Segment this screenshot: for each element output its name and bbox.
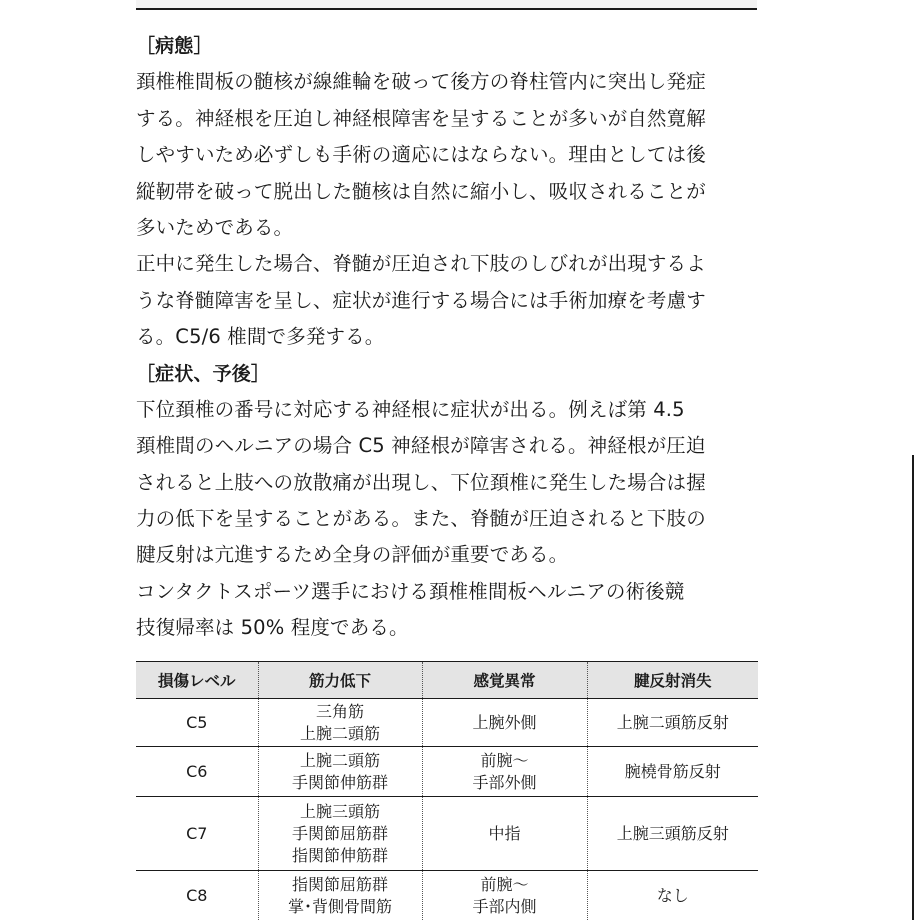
cell-level: C5	[136, 699, 258, 747]
cell-line: 上腕三頭筋	[299, 801, 380, 821]
cell-weakness	[258, 699, 422, 747]
cell-line: 前腕～	[480, 750, 529, 770]
cell-line: 手部内側	[472, 896, 537, 916]
cell-line: 手部外側	[472, 772, 537, 792]
adjacent-page-edge	[912, 455, 920, 920]
table-row	[136, 747, 758, 797]
table-row	[136, 699, 758, 747]
header-band	[136, 0, 757, 8]
cell-reflex	[587, 699, 758, 747]
header-reflex: 腱反射消失	[587, 662, 758, 699]
body-line: る。C5/6 椎間で多発する。	[136, 325, 385, 349]
cell-sensory	[422, 797, 587, 871]
body-line: 多いためである。	[136, 215, 294, 239]
header-weakness: 筋力低下	[258, 662, 422, 699]
article-body	[136, 28, 760, 647]
cell-line: 手関節伸筋群	[291, 772, 388, 792]
cell-reflex	[587, 871, 758, 920]
section-heading-symptoms-prognosis: ［症状、予後］	[136, 362, 271, 385]
body-line: 腱反射は亢進するため全身の評価が重要である。	[136, 543, 569, 567]
cell-level: C7	[136, 797, 258, 871]
table-header-row	[136, 662, 758, 699]
cell-line: 上腕二頭筋	[299, 723, 380, 743]
body-line: されると上肢への放散痛が出現し、下位頚椎に発生した場合は握	[136, 470, 706, 494]
cell-line: 指関節屈筋群	[291, 874, 388, 894]
cell-weakness	[258, 871, 422, 920]
cell-line: なし	[656, 885, 689, 905]
header-rule-line	[136, 8, 757, 10]
body-line: 縦靭帯を破って脱出した髄核は自然に縮小し、吸収されることが	[136, 179, 706, 203]
cell-line: 上腕三頭筋反射	[616, 823, 729, 843]
cell-sensory	[422, 871, 587, 920]
cell-line: 腕橈骨筋反射	[624, 761, 721, 781]
body-line: 力の低下を呈することがある。また、脊髄が圧迫されると下肢の	[136, 507, 706, 531]
cell-level: C8	[136, 871, 258, 920]
cell-sensory	[422, 747, 587, 797]
cell-line: 掌･背側骨間筋	[287, 896, 392, 916]
body-line: 頚椎間のヘルニアの場合 C5 神経根が障害される。神経根が圧迫	[136, 434, 706, 458]
body-line: 頚椎椎間板の髄核が線維輪を破って後方の脊柱管内に突出し発症	[136, 70, 706, 94]
cell-weakness	[258, 747, 422, 797]
body-line: 下位頚椎の番号に対応する神経根に症状が出る。例えば第 4.5	[136, 397, 685, 421]
cell-line: 三角筋	[315, 701, 364, 721]
body-line: コンタクトスポーツ選手における頚椎椎間板ヘルニアの術後競	[136, 579, 685, 603]
cell-line: 手関節屈筋群	[291, 823, 388, 843]
header-level: 損傷レベル	[136, 662, 258, 699]
body-line: うな脊髄障害を呈し、症状が進行する場合には手術加療を考慮す	[136, 288, 706, 312]
cell-weakness	[258, 797, 422, 871]
cell-line: 前腕～	[480, 874, 529, 894]
table-row	[136, 871, 758, 920]
table-row	[136, 797, 758, 871]
cell-line: 中指	[488, 823, 521, 843]
body-line: 正中に発生した場合、脊髄が圧迫され下肢のしびれが出現するよ	[136, 252, 706, 276]
cell-line: 上腕二頭筋反射	[616, 712, 729, 732]
cell-line: 上腕外側	[472, 712, 537, 732]
nerve-root-symptom-table	[136, 661, 758, 920]
body-line: 技復帰率は 50% 程度である。	[136, 616, 409, 640]
cell-line: 指関節伸筋群	[291, 845, 388, 865]
cell-sensory	[422, 699, 587, 747]
header-sensory: 感覚異常	[422, 662, 587, 699]
body-line: する。神経根を圧迫し神経根障害を呈することが多いが自然寛解	[136, 106, 706, 130]
section-heading-pathology: ［病態］	[136, 35, 213, 57]
body-line: しやすいため必ずしも手術の適応にはならない。理由としては後	[136, 143, 706, 167]
cell-level: C6	[136, 747, 258, 797]
cell-reflex	[587, 797, 758, 871]
top-header-rule	[0, 0, 757, 10]
cell-reflex	[587, 747, 758, 797]
cell-line: 上腕二頭筋	[299, 750, 380, 770]
